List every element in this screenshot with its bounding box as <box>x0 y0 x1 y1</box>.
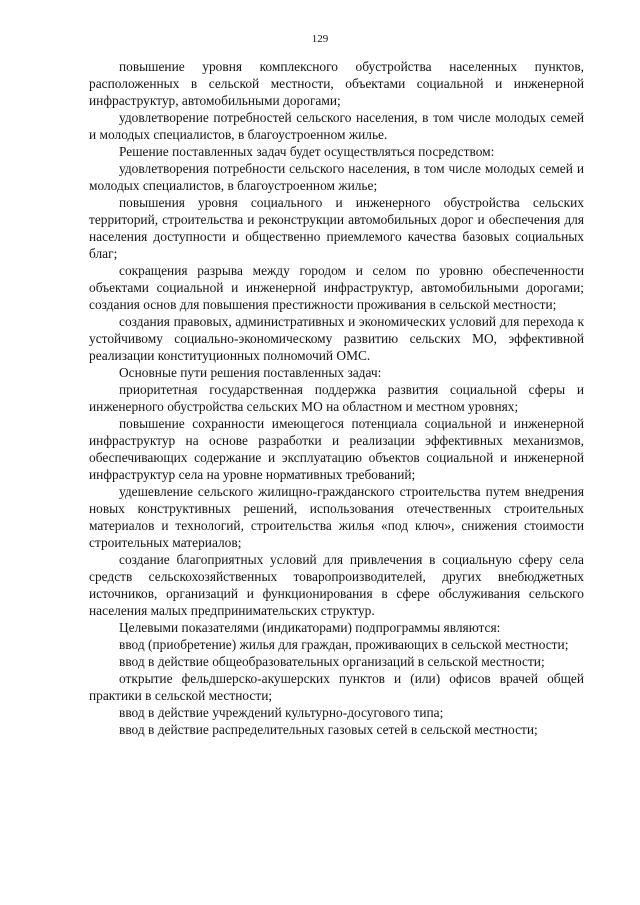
paragraph: открытие фельдшерско-акушерских пунктов и (или) офисов врачей общей практики в сельской местности; <box>89 671 584 703</box>
paragraph: сокращения разрыва между городом и селом по уровню обеспеченности объектами социальной и инженерной инфраструктур, автомобильными дорогами; создания основ для повышения престижности проживания в сельской местности; <box>89 263 584 312</box>
paragraph: повышение уровня комплексного обустройства населенных пунктов, расположенных в сельской местности, объектами социальной и инженерной инфраструктур, автомобильными дорогами; <box>89 59 584 108</box>
paragraph: повышения уровня социального и инженерного обустройства сельских территорий, строительства и реконструкции автомобильных дорог и обеспечения для населения доступности и общественно приемлемого качества базовых социальных благ; <box>89 195 584 261</box>
paragraph: Целевыми показателями (индикаторами) подпрограммы являются: <box>119 620 501 635</box>
paragraph: создания правовых, административных и экономических условий для перехода к устойчивому социально-экономическому развитию сельских МО, эффективной реализации конституционных полномочий ОМС. <box>89 314 584 363</box>
paragraph: ввод (приобретение) жилья для граждан, проживающих в сельской местности; <box>119 637 569 652</box>
paragraph: Решение поставленных задач будет осуществляться посредством: <box>119 144 495 159</box>
paragraph: повышение сохранности имеющегося потенциала социальной и инженерной инфраструктур на основе разработки и реализации эффективных механизмов, обеспечивающих содержание и эксплуатацию объектов социальной и инженерной инфраструктур села на уровне нормативных требований; <box>89 416 584 482</box>
paragraph: ввод в действие распределительных газовых сетей в сельской местности; <box>119 722 538 737</box>
paragraph: удовлетворение потребностей сельского населения, в том числе молодых семей и молодых специалистов, в благоустроенном жилье. <box>89 110 584 142</box>
paragraph: удешевление сельского жилищно-гражданского строительства путем внедрения новых конструктивных решений, использования отечественных строительных материалов и технологий, строительства жилья «под ключ», снижения стоимости строительных материалов; <box>89 484 584 550</box>
document-body <box>89 58 584 738</box>
paragraph: создание благоприятных условий для привлечения в социальную сферу села средств сельскохозяйственных товаропроизводителей, других внебюджетных источников, организаций и функционирования в сфере обслуживания сельского населения малых предпринимательских структур. <box>89 552 584 618</box>
paragraph: удовлетворения потребности сельского населения, в том числе молодых семей и молодых специалистов, в благоустроенном жилье; <box>89 161 584 193</box>
paragraph: ввод в действие учреждений культурно-досугового типа; <box>119 705 444 720</box>
page-number: 129 <box>311 33 329 45</box>
paragraph: Основные пути решения поставленных задач: <box>119 365 382 380</box>
paragraph: ввод в действие общеобразовательных организаций в сельской местности; <box>119 654 545 669</box>
paragraph: приоритетная государственная поддержка развития социальной сферы и инженерного обустройства сельских МО на областном и местном уровнях; <box>89 382 584 414</box>
